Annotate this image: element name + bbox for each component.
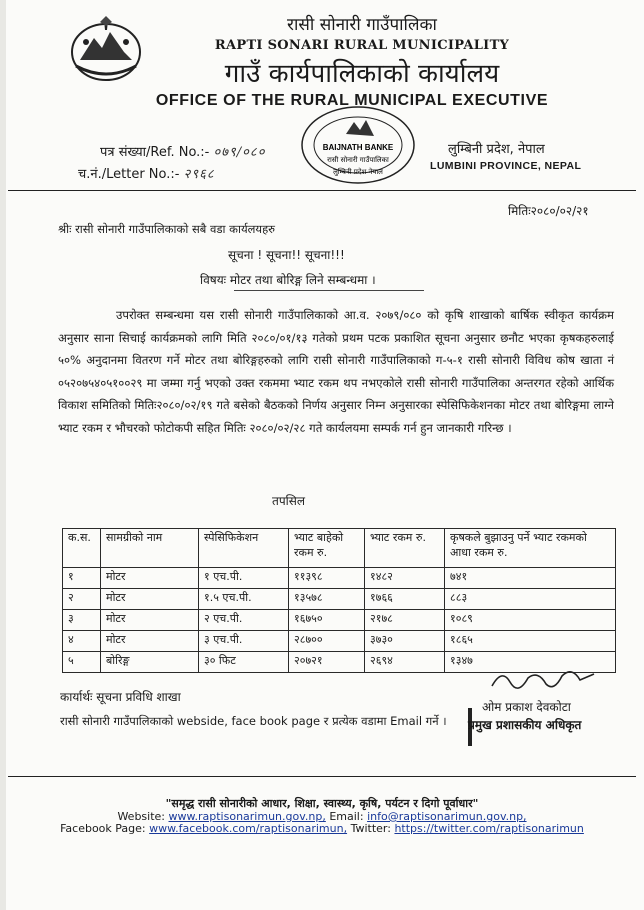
table-cell: १७६६ [365, 589, 445, 610]
table-cell: २६९४ [365, 652, 445, 673]
items-table [62, 528, 616, 673]
seal-text-bot: लुम्बिनी प्रदेश नेपाल [333, 168, 383, 176]
letter-number [78, 164, 215, 182]
header-divider [8, 190, 636, 191]
officer-signature [488, 664, 598, 694]
table-row [63, 631, 616, 652]
table-cell: ११३९८ [289, 568, 365, 589]
office-name-nepali: गाउँ कार्यपालिकाको कार्यालय [224, 59, 500, 89]
municipality-name-nepali: रासी सोनारी गाउँपालिका [287, 15, 437, 35]
table-cell: १६७५० [289, 610, 365, 631]
table-row [63, 610, 616, 631]
province-english: LUMBINI PROVINCE, NEPAL [430, 160, 582, 172]
letter-value: २९६८ [183, 167, 215, 182]
table-cell: १३५७८ [289, 589, 365, 610]
schedule-heading: तपसिल [272, 494, 306, 508]
action-recipient: कार्यार्थः सूचना प्रविधि शाखा [60, 690, 181, 704]
table-cell: मोटर [101, 610, 199, 631]
letter-subject: विषयः मोटर तथा बोरिङ्ग लिने सम्बन्धमा । [200, 273, 376, 287]
notice-heading: सूचना ! सूचना!! सूचना!!! [228, 248, 345, 262]
ref-value: ०७९/०८० [213, 145, 266, 160]
table-cell: ४ [63, 631, 101, 652]
province-nepali: लुम्बिनी प्रदेश, नेपाल [448, 142, 545, 157]
table-cell: २८७०० [289, 631, 365, 652]
table-cell: मोटर [101, 568, 199, 589]
table-cell: २ [63, 589, 101, 610]
table-cell: मोटर [101, 589, 199, 610]
scan-edge [0, 0, 6, 910]
table-cell: ३ एच.पी. [199, 631, 289, 652]
col-header-item: सामग्रीको नाम [101, 529, 199, 568]
table-cell: ३७३० [365, 631, 445, 652]
ref-number [100, 142, 265, 160]
table-cell: ८८३ [445, 589, 616, 610]
ref-label: पत्र संख्या/Ref. No.:- [100, 145, 210, 160]
table-cell: १ [63, 568, 101, 589]
website-link[interactable]: www.raptisonarimun.gov.np, [168, 810, 326, 823]
footer-divider [8, 776, 636, 777]
table-row [63, 568, 616, 589]
table-cell: २ एच.पी. [199, 610, 289, 631]
subject-underline [234, 290, 424, 291]
table-cell: मोटर [101, 631, 199, 652]
office-name-english: OFFICE OF THE RURAL MUNICIPAL EXECUTIVE [155, 92, 549, 109]
col-header-sn: क.स. [63, 529, 101, 568]
footer-motto: "समृद्ध रासी सोनारीको आधार, शिक्षा, स्वास्थ्य, कृषि, पर्यटन र दिगो पूर्वाधार" [165, 797, 479, 810]
twitter-link[interactable]: https://twitter.com/raptisonarimun [394, 822, 584, 835]
twitter-label: Twitter: [350, 822, 391, 835]
table-cell: १.५ एच.पी. [199, 589, 289, 610]
col-header-vat: भ्याट रकम रु. [365, 529, 445, 568]
col-header-half-vat: कृषकले बुझाउनु पर्ने भ्याट रकमको आधा रकम रु. [445, 529, 616, 568]
table-cell: ५ [63, 652, 101, 673]
table-row [63, 589, 616, 610]
table-cell: बोरिङ्ग [101, 652, 199, 673]
facebook-label: Facebook Page: [60, 822, 146, 835]
table-cell: १४८२ [365, 568, 445, 589]
facebook-link[interactable]: www.facebook.com/raptisonarimun, [149, 822, 348, 835]
letter-date: मितिः२०८०/०२/२१ [508, 204, 589, 218]
municipality-seal [298, 104, 418, 186]
col-header-spec: स्पेसिफिकेशन [199, 529, 289, 568]
footer-social [0, 822, 644, 835]
officer-title: प्रमुख प्रशासकीय अधिकृत [468, 718, 582, 732]
table-cell: ३ [63, 610, 101, 631]
col-header-amount-excl-vat: भ्याट बाहेको रकम रु. [289, 529, 365, 568]
website-label: Website: [117, 810, 166, 823]
table-cell: १८६५ [445, 631, 616, 652]
table-cell: १३४७ [445, 652, 616, 673]
letter-label: च.नं./Letter No.:- [78, 167, 180, 182]
seal-text-top: रासी सोनारी गाउँपालिका [327, 156, 389, 164]
letter-recipient: श्रीः रासी सोनारी गाउँपालिकाको सबै वडा कार्यलयहरु [58, 222, 276, 236]
seal-text-mid: BAIJNATH BANKE [322, 143, 394, 152]
officer-name: ओम प्रकाश देवकोटा [482, 700, 571, 714]
table-cell: २०७२१ [289, 652, 365, 673]
letter-body: उपरोक्त सम्बन्धमा यस रासी सोनारी गाउँपालिकाको आ.व. २०७९/०८० को कृषि शाखाको बार्षिक स्वीकृत कार्यक्रम अनुसार साना सिचाई कार्यक्रमको लागि मिति २०८०/०१/१३ गतेको प्रथम पटक प्रकाशित सूचना अनुसार छनौट भएका कृषकहरुलाई ५०% अनुदानमा वितरण गर्ने मोटर तथा बोरिङ्गहरुको लागि रासी सोनारी गाउँपालिकाको ग-५-१ रासी सोनारी विविध कोष खाता नं ०५२०७५४०५१००२९ मा जम्मा गर्नु भएको उक्त रकममा भ्याट रकम थप नभएकोले रासी सोनारी गाउँपालिका अन्तरगत रहेको आर्थिक विकाश समितिको मितिः२०८०/०२/१९ गते बसेको बैठकको निर्णय अनुसार निम्न अनुसारका स्पेसिफिकेशनका मोटर तथा बोरिङ्गमा लाग्ने भ्याट रकम र भौचरको फोटोकपी सहित मितिः २०८०/०२/२८ गते कार्यलयमा सम्पर्क गर्न हुन जानकारी गरिन्छ । [58, 308, 614, 435]
table-header-row [63, 529, 616, 568]
table-cell: ७४१ [445, 568, 616, 589]
email-label: Email: [329, 810, 364, 823]
table-cell: ३० फिट [199, 652, 289, 673]
email-link[interactable]: info@raptisonarimun.gov.np, [367, 810, 527, 823]
table-cell: १०८९ [445, 610, 616, 631]
table-cell: १ एच.पी. [199, 568, 289, 589]
table-cell: २१७८ [365, 610, 445, 631]
municipality-name-english: RAPTI SONARI RURAL MUNICIPALITY [214, 38, 510, 53]
publish-instruction: रासी सोनारी गाउँपालिकाको webside, face book page र प्रत्येक वडामा Email गर्ने । [60, 714, 447, 728]
